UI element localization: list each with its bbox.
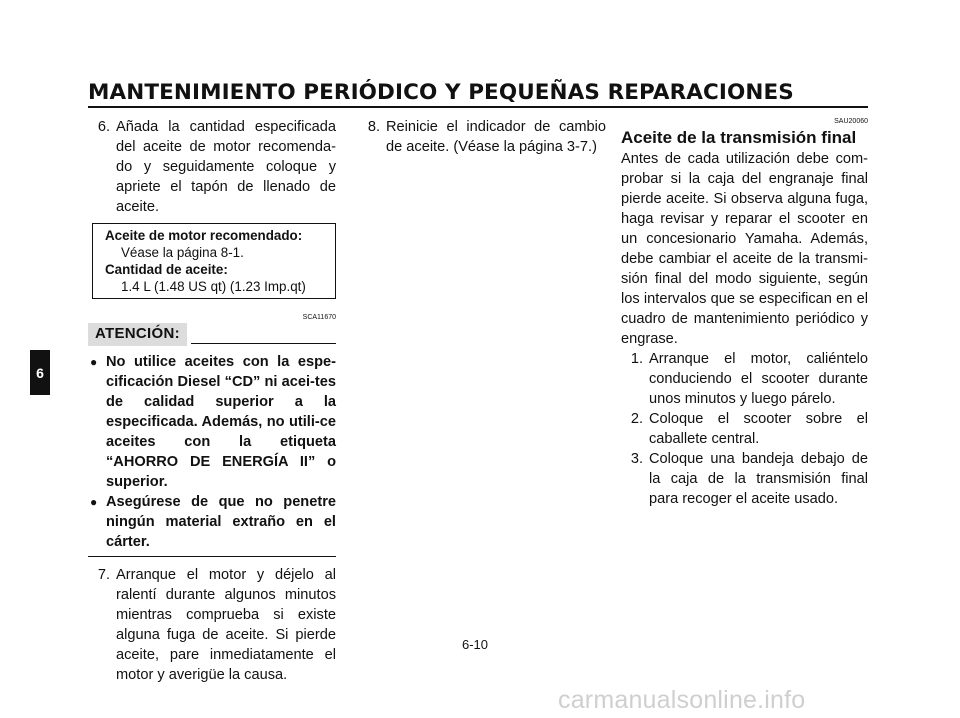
step-text: Reinicie el indicador de cambio de aceite. (Véase la página 3-7.) — [386, 119, 606, 155]
oil-quantity-value: 1.4 L (1.48 US qt) (1.23 Imp.qt) — [121, 279, 306, 294]
middle-column — [358, 117, 606, 157]
step-number: 7. — [97, 567, 110, 583]
step-8 — [358, 117, 606, 157]
step-number: 6. — [97, 119, 110, 135]
bullet-icon: ● — [90, 355, 98, 369]
page-header-title: MANTENIMIENTO PERIÓDICO Y PEQUEÑAS REPARACIONES — [88, 80, 794, 105]
step-number: 3. — [630, 451, 643, 467]
page-number: 6-10 — [462, 637, 489, 652]
oil-spec-box — [92, 223, 336, 299]
step-6 — [88, 117, 336, 217]
caution-header — [88, 323, 336, 346]
list-item — [621, 409, 868, 449]
caution-end-rule — [88, 556, 336, 557]
oil-spec-label: Aceite de motor recomendado: — [105, 228, 303, 243]
section-reference-code: SAU20060 — [834, 118, 868, 125]
oil-spec-value: Véase la página 8-1. — [121, 245, 244, 260]
caution-item-text: No utilice aceites con la espe-cificación Diesel “CD” ni acei-tes de calidad superior a la especificada. Además, no utili-ce aceites con la etiqueta “AHORRO DE ENERGÍA II” o superior. — [106, 354, 336, 490]
caution-item-text: Asegúrese de que no penetre ningún material extraño en el cárter. — [106, 494, 336, 550]
watermark-text: carmanualsonline.info — [558, 686, 806, 714]
right-column — [621, 117, 868, 509]
step-number: 2. — [630, 411, 643, 427]
caution-item — [88, 352, 336, 492]
list-item — [621, 349, 868, 409]
chapter-tab: 6 — [30, 350, 50, 395]
section-steps — [621, 349, 868, 509]
section-title: Aceite de la transmisión final — [621, 128, 857, 147]
oil-quantity-label: Cantidad de aceite: — [105, 262, 228, 277]
step-text: Coloque el scooter sobre el caballete central. — [649, 411, 868, 447]
bullet-icon: ● — [90, 495, 98, 509]
step-text: Coloque una bandeja debajo de la caja de la transmisión final para recoger el aceite usado. — [649, 451, 868, 507]
step-number: 8. — [367, 119, 380, 135]
caution-reference-code: SCA11670 — [302, 314, 336, 321]
caution-header-rule — [191, 343, 336, 344]
step-text: Añada la cantidad especificada del aceite de motor recomenda-do y seguidamente coloque y apriete el tapón de llenado de aceite. — [116, 119, 336, 215]
section-intro: Antes de cada utilización debe com-probar si la caja del engranaje final pierde aceite. Si observa alguna fuga, haga revisar y reparar el scooter en un concesionario Yamaha. Además, debe cambiar el aceite de la transmi-sión final del modo siguiente, según los intervalos que se especifican en el cuadro de mantenimiento periódico y engrase. — [621, 151, 868, 347]
list-item — [621, 449, 868, 509]
caution-label: ATENCIÓN: — [88, 323, 187, 346]
left-column — [88, 117, 336, 685]
header-rule — [88, 106, 868, 108]
step-number: 1. — [630, 351, 643, 367]
step-text: Arranque el motor y déjelo al ralentí durante algunos minutos mientras comprueba si existe alguna fuga de aceite. Si pierde aceite, pare inmediatamente el motor y averigüe la causa. — [116, 567, 336, 683]
step-text: Arranque el motor, caliéntelo conduciendo el scooter durante unos minutos y luego párelo. — [649, 351, 868, 407]
caution-list — [88, 352, 336, 552]
caution-item — [88, 492, 336, 552]
step-7 — [88, 565, 336, 685]
